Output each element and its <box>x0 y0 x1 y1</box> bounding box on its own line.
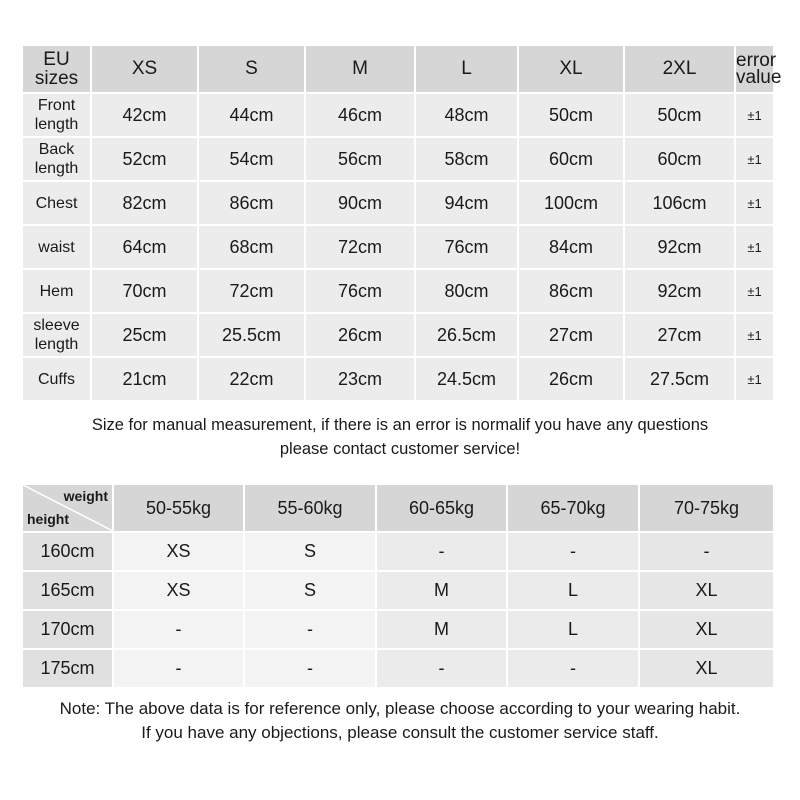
size-recommendation: L <box>507 571 639 610</box>
measure-value: 70cm <box>91 269 198 313</box>
measure-label <box>23 93 91 137</box>
measure-value: 72cm <box>198 269 305 313</box>
measure-value: 84cm <box>518 225 624 269</box>
measure-value: 42cm <box>91 93 198 137</box>
size-recommendation: - <box>113 649 244 687</box>
label-line: length <box>34 160 79 177</box>
measure-value: 50cm <box>624 93 735 137</box>
measure-value: 44cm <box>198 93 305 137</box>
measure-value: 90cm <box>305 181 415 225</box>
measure-value: 23cm <box>305 357 415 400</box>
size-recommendation: - <box>113 610 244 649</box>
size-recommendation: L <box>507 610 639 649</box>
height-row <box>23 532 773 571</box>
measure-label <box>23 313 91 357</box>
weight-axis-label: weight <box>63 488 108 504</box>
manual-note-line-2: please contact customer service! <box>279 440 521 458</box>
measure-value: 72cm <box>305 225 415 269</box>
height-row <box>23 649 773 687</box>
label-line: sizes <box>34 68 79 89</box>
size-row <box>23 357 773 400</box>
label-line: error <box>736 50 777 71</box>
error-value: ±1 <box>735 93 773 137</box>
size-recommendation: S <box>244 571 376 610</box>
error-value: ±1 <box>735 181 773 225</box>
size-chart-table <box>23 46 782 400</box>
size-recommendation: M <box>376 610 507 649</box>
measure-value: 60cm <box>518 137 624 181</box>
reference-note-line-2: If you have any objections, please consult the customer service staff. <box>141 723 659 742</box>
measure-value: 22cm <box>198 357 305 400</box>
size-header-2xl: 2XL <box>624 46 735 93</box>
measure-value: 60cm <box>624 137 735 181</box>
size-row <box>23 93 773 137</box>
measure-value: 80cm <box>415 269 518 313</box>
label-line: value <box>736 67 782 88</box>
label-line: sleeve <box>33 317 80 334</box>
measure-value: 92cm <box>624 225 735 269</box>
measure-value: 106cm <box>624 181 735 225</box>
label-line: Front <box>37 97 76 114</box>
measure-value: 94cm <box>415 181 518 225</box>
manual-note-line-1: Size for manual measurement, if there is an error is normalif you have any questions <box>91 416 709 434</box>
error-value: ±1 <box>735 357 773 400</box>
size-row <box>23 313 773 357</box>
measure-value: 27.5cm <box>624 357 735 400</box>
height-row <box>23 610 773 649</box>
size-recommendation: M <box>376 571 507 610</box>
label-line: waist <box>38 238 75 256</box>
weight-header-row <box>23 485 773 532</box>
size-recommendation: - <box>244 610 376 649</box>
size-recommendation: XS <box>113 532 244 571</box>
measure-value: 76cm <box>415 225 518 269</box>
measure-value: 48cm <box>415 93 518 137</box>
height-label: 170cm <box>23 610 113 649</box>
label-line: EU <box>43 49 70 70</box>
measure-value: 76cm <box>305 269 415 313</box>
measure-value: 64cm <box>91 225 198 269</box>
weight-header: 65-70kg <box>507 485 639 532</box>
measure-value: 24.5cm <box>415 357 518 400</box>
size-recommendation: - <box>376 649 507 687</box>
size-recommendation: XS <box>113 571 244 610</box>
size-recommendation: - <box>507 532 639 571</box>
measure-value: 21cm <box>91 357 198 400</box>
size-header-row <box>23 46 773 93</box>
weight-header: 60-65kg <box>376 485 507 532</box>
measure-label <box>23 181 91 225</box>
weight-height-table <box>23 485 773 687</box>
measure-label <box>23 225 91 269</box>
measure-value: 52cm <box>91 137 198 181</box>
height-label: 175cm <box>23 649 113 687</box>
measure-value: 25cm <box>91 313 198 357</box>
measure-value: 54cm <box>198 137 305 181</box>
error-value: ±1 <box>735 269 773 313</box>
measure-value: 46cm <box>305 93 415 137</box>
measure-value: 68cm <box>198 225 305 269</box>
size-header-l: L <box>415 46 518 93</box>
size-row <box>23 269 773 313</box>
measure-value: 56cm <box>305 137 415 181</box>
measure-value: 92cm <box>624 269 735 313</box>
reference-note <box>0 697 800 745</box>
size-recommendation: XL <box>639 649 773 687</box>
measure-value: 86cm <box>198 181 305 225</box>
size-recommendation: - <box>244 649 376 687</box>
error-value: ±1 <box>735 137 773 181</box>
measure-value: 26cm <box>305 313 415 357</box>
size-recommendation: XL <box>639 571 773 610</box>
weight-header: 70-75kg <box>639 485 773 532</box>
size-header-xs: XS <box>91 46 198 93</box>
size-header-xl: XL <box>518 46 624 93</box>
measure-value: 25.5cm <box>198 313 305 357</box>
measure-value: 100cm <box>518 181 624 225</box>
height-row <box>23 571 773 610</box>
measure-value: 82cm <box>91 181 198 225</box>
label-line: Back <box>38 141 75 158</box>
measure-label <box>23 269 91 313</box>
error-value: ±1 <box>735 313 773 357</box>
measure-label <box>23 137 91 181</box>
size-header-s: S <box>198 46 305 93</box>
label-line: Cuffs <box>37 370 76 388</box>
height-label: 160cm <box>23 532 113 571</box>
size-recommendation: XL <box>639 610 773 649</box>
reference-note-line-1: Note: The above data is for reference only, please choose according to your wearing habit. <box>59 699 741 718</box>
label-line: Chest <box>35 194 78 212</box>
measure-value: 27cm <box>624 313 735 357</box>
measure-value: 26.5cm <box>415 313 518 357</box>
size-recommendation: S <box>244 532 376 571</box>
size-corner-label <box>23 46 91 93</box>
size-header-m: M <box>305 46 415 93</box>
measure-label <box>23 357 91 400</box>
error-value: ±1 <box>735 225 773 269</box>
size-recommendation: - <box>507 649 639 687</box>
weight-header: 55-60kg <box>244 485 376 532</box>
size-row <box>23 137 773 181</box>
label-line: length <box>34 116 79 133</box>
size-row <box>23 181 773 225</box>
corner-cell <box>23 485 112 531</box>
weight-height-corner <box>23 485 113 532</box>
height-axis-label: height <box>27 511 69 527</box>
label-line: length <box>34 336 79 353</box>
error-value-header <box>735 46 782 93</box>
measure-value: 86cm <box>518 269 624 313</box>
manual-measurement-note <box>0 413 800 461</box>
weight-header: 50-55kg <box>113 485 244 532</box>
size-row <box>23 225 773 269</box>
measure-value: 26cm <box>518 357 624 400</box>
size-recommendation: - <box>639 532 773 571</box>
measure-value: 27cm <box>518 313 624 357</box>
measure-value: 58cm <box>415 137 518 181</box>
label-line: Hem <box>39 282 74 300</box>
size-recommendation: - <box>376 532 507 571</box>
height-label: 165cm <box>23 571 113 610</box>
measure-value: 50cm <box>518 93 624 137</box>
